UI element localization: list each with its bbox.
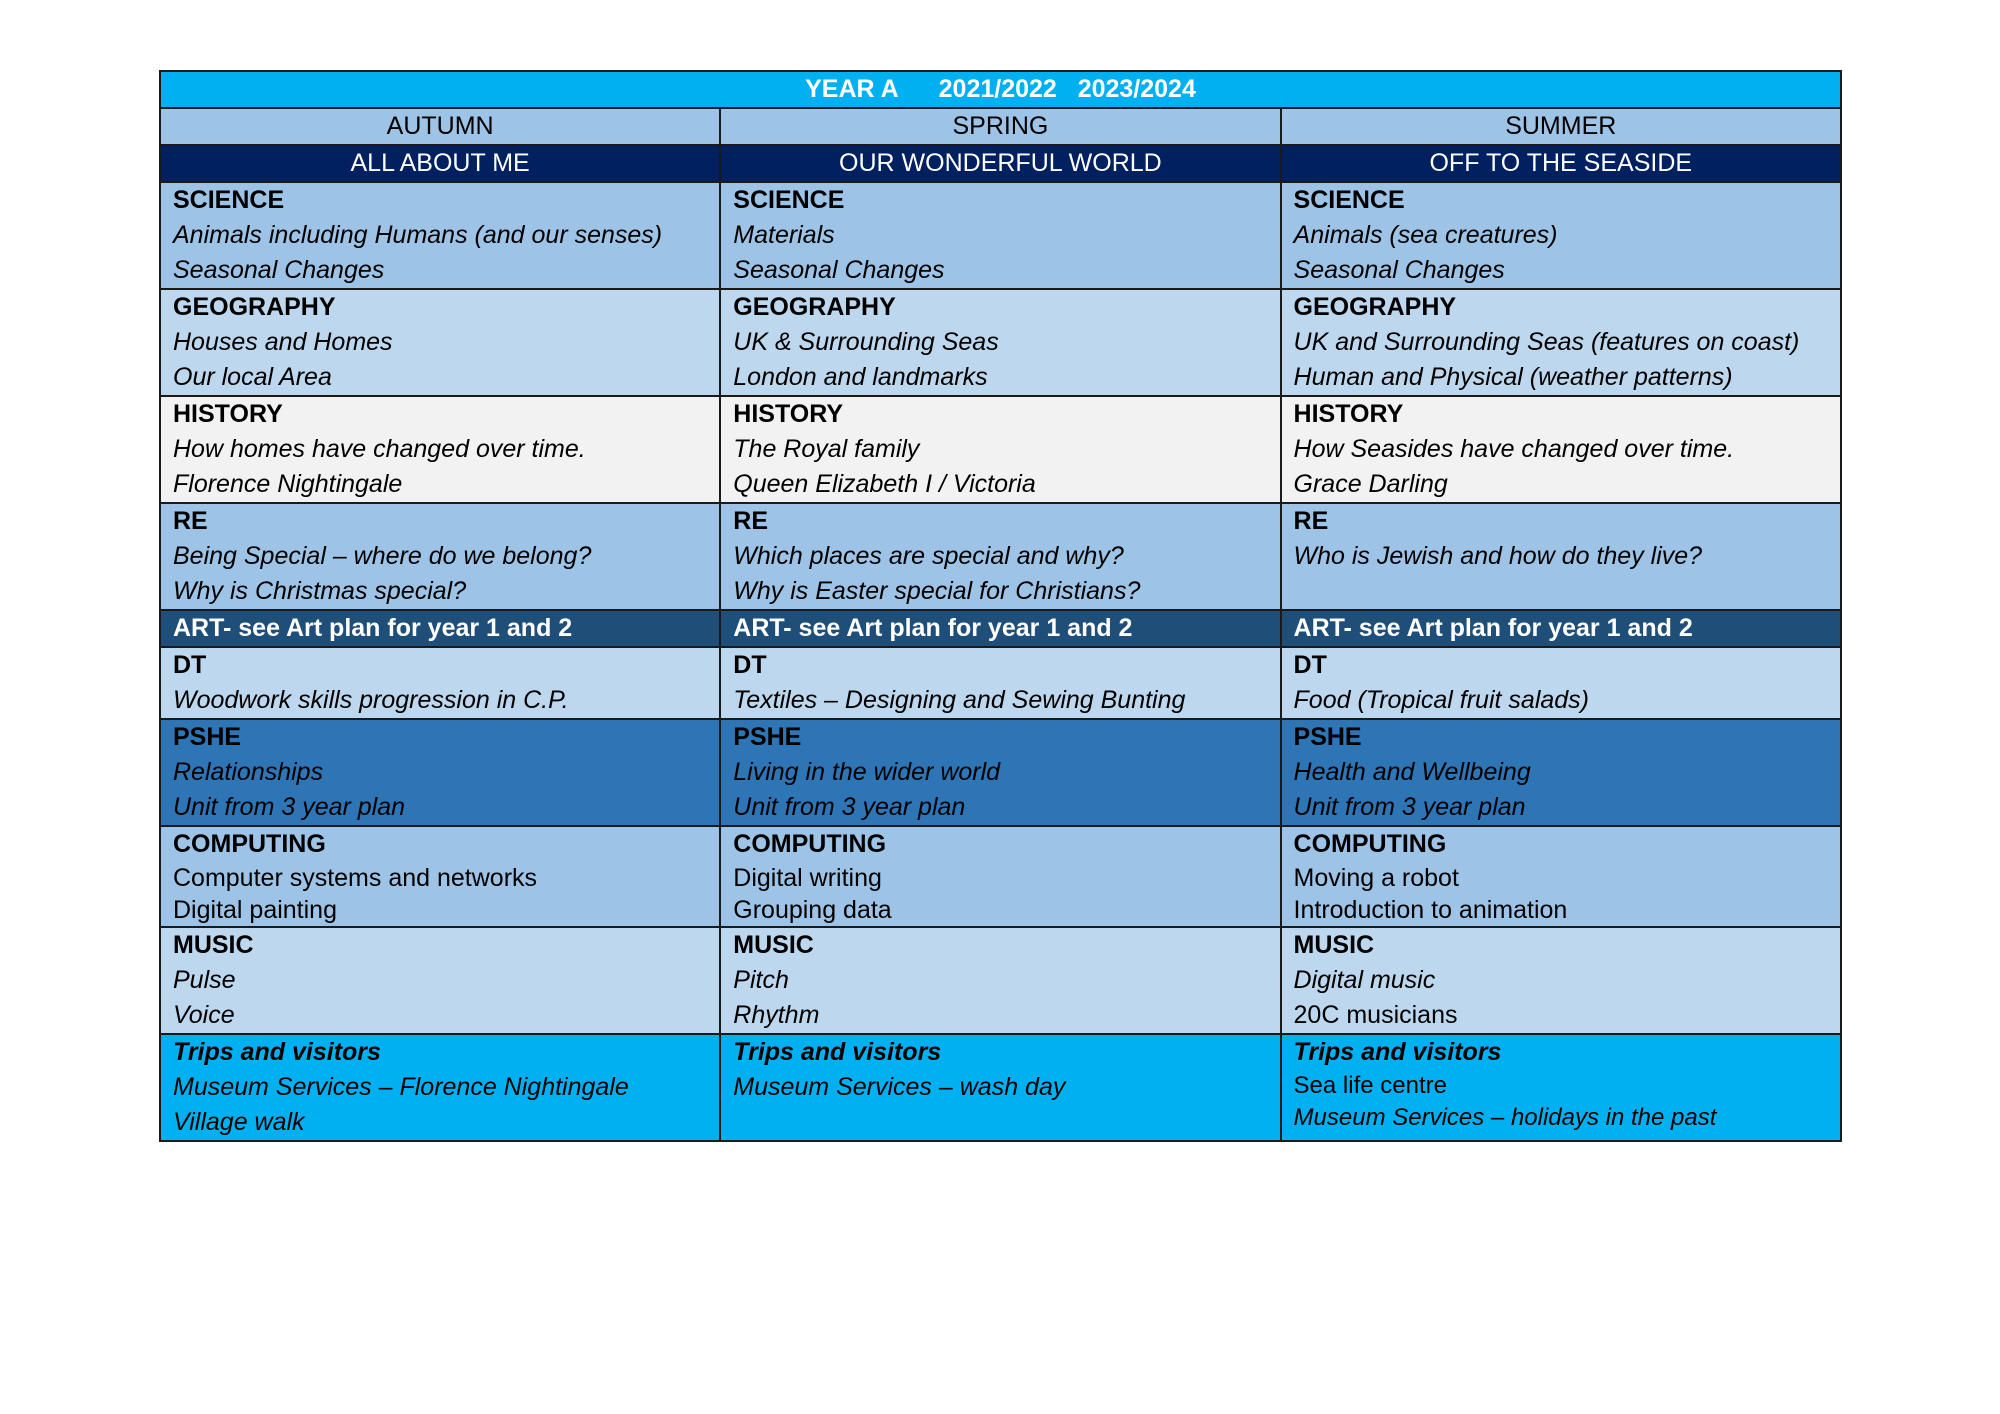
topic-line: Our local Area xyxy=(173,363,332,391)
subject-heading: Trips and visitors xyxy=(733,1038,942,1066)
art-cell-spring xyxy=(720,610,1280,647)
music-cell-summer xyxy=(1281,927,1841,1034)
geography-cell-spring xyxy=(720,289,1280,396)
topic-line: Materials xyxy=(733,221,835,249)
title-row xyxy=(160,71,1841,108)
subject-heading: DT xyxy=(1293,651,1327,679)
topic-line: The Royal family xyxy=(733,435,920,463)
topic-line: Relationships xyxy=(173,758,324,786)
terms-row xyxy=(160,108,1841,145)
subject-row-geography xyxy=(160,289,1841,396)
re-cell-spring xyxy=(720,503,1280,610)
topic-line: Computer systems and networks xyxy=(173,864,538,892)
re-cell-summer xyxy=(1281,503,1841,610)
topic-line: Human and Physical (weather patterns) xyxy=(1293,363,1733,391)
subject-heading: SCIENCE xyxy=(1293,186,1405,214)
subject-heading: Trips and visitors xyxy=(173,1038,381,1066)
subject-heading: RE xyxy=(173,507,208,535)
subject-heading: GEOGRAPHY xyxy=(733,293,896,321)
geography-cell-autumn xyxy=(160,289,720,396)
topic-line: UK & Surrounding Seas xyxy=(733,328,999,356)
topic-line: London and landmarks xyxy=(733,363,988,391)
topic-line: Health and Wellbeing xyxy=(1293,758,1531,786)
pshe-cell-summer xyxy=(1281,719,1841,826)
subject-heading: HISTORY xyxy=(1293,400,1404,428)
dt-cell-summer xyxy=(1281,647,1841,719)
topic-line: Seasonal Changes xyxy=(1293,256,1505,284)
theme-summer: OFF TO THE SEASIDE xyxy=(1281,145,1841,182)
subject-heading: COMPUTING xyxy=(733,830,887,858)
subject-heading: PSHE xyxy=(733,723,802,751)
subject-heading: DT xyxy=(173,651,207,679)
topic-line: Museum Services – holidays in the past xyxy=(1293,1104,1717,1131)
subject-row-trips xyxy=(160,1034,1841,1141)
music-cell-spring xyxy=(720,927,1280,1034)
topic-line: Digital music xyxy=(1293,966,1436,994)
topic-line: Seasonal Changes xyxy=(173,256,385,284)
subject-heading: COMPUTING xyxy=(173,830,326,858)
year-range-1: 2021/2022 xyxy=(938,75,1057,103)
topic-line: Being Special – where do we belong? xyxy=(173,542,592,570)
subject-heading: HISTORY xyxy=(173,400,283,428)
subject-row-re xyxy=(160,503,1841,610)
subject-row-dt xyxy=(160,647,1841,719)
subject-heading: GEOGRAPHY xyxy=(1293,293,1457,321)
trips-cell-spring xyxy=(720,1034,1280,1141)
topic-line: Seasonal Changes xyxy=(733,256,945,284)
topic-line: Grouping data xyxy=(733,896,892,924)
subject-heading: ART- see Art plan for year 1 and 2 xyxy=(733,614,1133,642)
topic-line: Woodwork skills progression in C.P. xyxy=(173,686,569,714)
topic-line: How Seasides have changed over time. xyxy=(1293,435,1735,463)
subject-heading: SCIENCE xyxy=(173,186,285,214)
subject-row-music xyxy=(160,927,1841,1034)
theme-spring: OUR WONDERFUL WORLD xyxy=(720,145,1280,182)
topic-line: Living in the wider world xyxy=(733,758,1001,786)
term-autumn: AUTUMN xyxy=(160,108,720,145)
topic-line: Florence Nightingale xyxy=(173,470,403,498)
subject-heading: GEOGRAPHY xyxy=(173,293,336,321)
topic-line: Moving a robot xyxy=(1293,864,1459,892)
history-cell-spring xyxy=(720,396,1280,503)
subject-heading: RE xyxy=(733,507,768,535)
topic-line: Digital painting xyxy=(173,896,337,924)
re-cell-autumn xyxy=(160,503,720,610)
subject-heading: PSHE xyxy=(1293,723,1362,751)
topic-line: Unit from 3 year plan xyxy=(1293,793,1526,821)
music-cell-autumn xyxy=(160,927,720,1034)
theme-autumn: ALL ABOUT ME xyxy=(160,145,720,182)
topic-line: Digital writing xyxy=(733,864,882,892)
topic-line: Animals (sea creatures) xyxy=(1293,221,1558,249)
topic-line: Grace Darling xyxy=(1293,470,1448,498)
subject-row-computing xyxy=(160,826,1841,927)
subject-heading: SCIENCE xyxy=(733,186,845,214)
topic-line: Textiles – Designing and Sewing Bunting xyxy=(733,686,1186,714)
curriculum-plan-table xyxy=(159,70,1842,1142)
topic-line: Food (Tropical fruit salads) xyxy=(1293,686,1590,714)
topic-line: Voice xyxy=(173,1001,235,1029)
geography-cell-summer xyxy=(1281,289,1841,396)
science-cell-spring xyxy=(720,182,1280,289)
subject-row-art xyxy=(160,610,1841,647)
term-summer: SUMMER xyxy=(1281,108,1841,145)
subject-heading: MUSIC xyxy=(733,931,814,959)
topic-line: Houses and Homes xyxy=(173,328,393,356)
science-cell-summer xyxy=(1281,182,1841,289)
art-cell-autumn xyxy=(160,610,720,647)
topic-line: Rhythm xyxy=(733,1001,820,1029)
topic-line: Which places are special and why? xyxy=(733,542,1124,570)
topic-line: Queen Elizabeth I / Victoria xyxy=(733,470,1036,498)
subject-heading: COMPUTING xyxy=(1293,830,1447,858)
history-cell-autumn xyxy=(160,396,720,503)
topic-line: Why is Christmas special? xyxy=(173,577,467,605)
title-cell xyxy=(160,71,1841,108)
trips-cell-summer xyxy=(1281,1034,1841,1141)
topic-line: 20C musicians xyxy=(1293,1001,1458,1029)
topic-line: Pitch xyxy=(733,966,789,994)
topic-line: Introduction to animation xyxy=(1293,896,1568,924)
history-cell-summer xyxy=(1281,396,1841,503)
topic-line: Sea life centre xyxy=(1293,1072,1447,1099)
topic-line: UK and Surrounding Seas (features on coast) xyxy=(1293,328,1800,356)
subject-heading: RE xyxy=(1293,507,1329,535)
subject-row-history xyxy=(160,396,1841,503)
computing-cell-summer xyxy=(1281,826,1841,927)
subject-heading: PSHE xyxy=(173,723,242,751)
topic-line: Unit from 3 year plan xyxy=(733,793,966,821)
subject-heading: MUSIC xyxy=(1293,931,1375,959)
topic-line: Museum Services – Florence Nightingale xyxy=(173,1073,629,1101)
subject-heading: MUSIC xyxy=(173,931,254,959)
topic-line: Why is Easter special for Christians? xyxy=(733,577,1141,605)
topic-line: How homes have changed over time. xyxy=(173,435,586,463)
themes-row xyxy=(160,145,1841,182)
pshe-cell-spring xyxy=(720,719,1280,826)
subject-heading: HISTORY xyxy=(733,400,844,428)
computing-cell-spring xyxy=(720,826,1280,927)
topic-line: Village walk xyxy=(173,1108,305,1136)
computing-cell-autumn xyxy=(160,826,720,927)
topic-line: Who is Jewish and how do they live? xyxy=(1293,542,1703,570)
pshe-cell-autumn xyxy=(160,719,720,826)
subject-heading: ART- see Art plan for year 1 and 2 xyxy=(1293,614,1693,642)
subject-heading: DT xyxy=(733,651,767,679)
term-spring: SPRING xyxy=(720,108,1280,145)
subject-heading: ART- see Art plan for year 1 and 2 xyxy=(173,614,573,642)
year-label: YEAR A xyxy=(805,75,899,103)
topic-line: Unit from 3 year plan xyxy=(173,793,406,821)
science-cell-autumn xyxy=(160,182,720,289)
trips-cell-autumn xyxy=(160,1034,720,1141)
topic-line: Animals including Humans (and our senses) xyxy=(173,221,663,249)
subject-row-pshe xyxy=(160,719,1841,826)
subject-heading: Trips and visitors xyxy=(1293,1038,1502,1066)
topic-line: Pulse xyxy=(173,966,236,994)
art-cell-summer xyxy=(1281,610,1841,647)
topic-line: Museum Services – wash day xyxy=(733,1073,1066,1101)
dt-cell-spring xyxy=(720,647,1280,719)
subject-row-science xyxy=(160,182,1841,289)
dt-cell-autumn xyxy=(160,647,720,719)
subject-rows xyxy=(160,182,1841,1141)
year-range-2: 2023/2024 xyxy=(1077,75,1196,103)
